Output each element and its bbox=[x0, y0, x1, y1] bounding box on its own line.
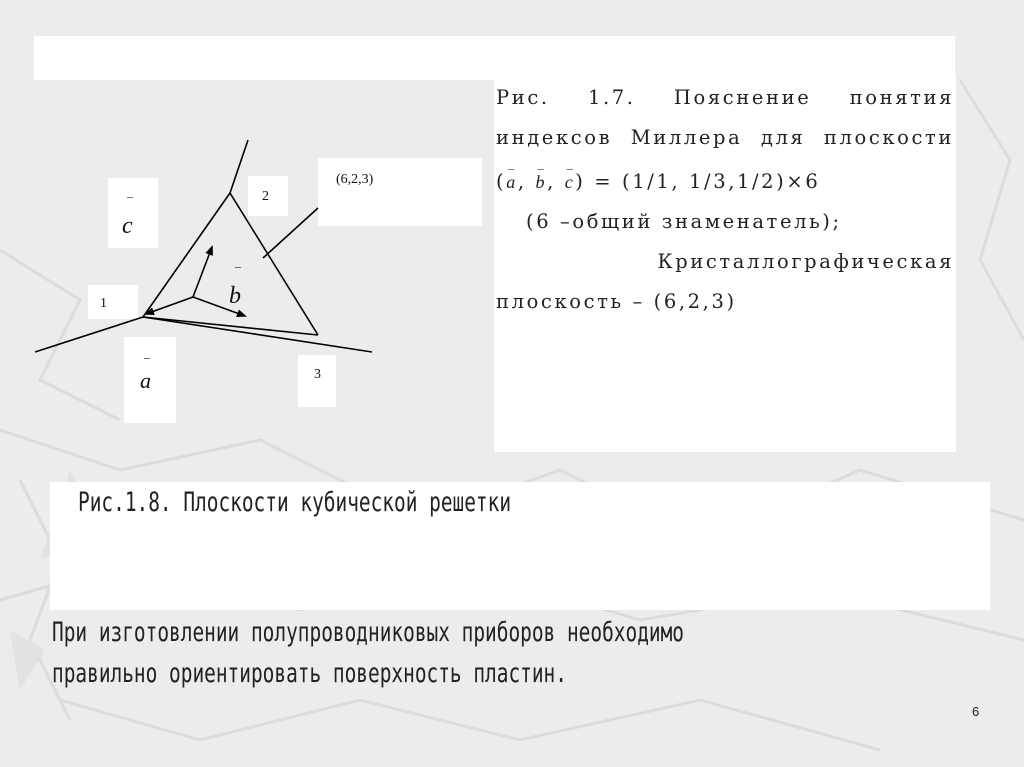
axis-c-label: c bbox=[122, 213, 133, 239]
axis-c-bar: _ bbox=[127, 185, 133, 199]
caption-line-2: индексов Миллера для плоскости bbox=[496, 126, 954, 149]
vec-b: _ b bbox=[535, 157, 548, 192]
axis-line-2 bbox=[143, 317, 372, 352]
axis-b-label: b bbox=[229, 283, 241, 309]
figure-1-8-caption: Рис.1.8. Плоскости кубической решетки bbox=[78, 487, 512, 518]
triangle-edge-bottom bbox=[143, 317, 318, 335]
axis-b-bar: _ bbox=[235, 255, 241, 269]
caption-line-4: (6 –общий знаменатель); bbox=[526, 210, 842, 233]
caption-line-3: ( _ a, _ b, _ c) = (1/1, 1/3,1/2)×6 bbox=[496, 162, 954, 202]
point-3-label: 3 bbox=[314, 367, 321, 382]
plane-leader-line bbox=[263, 208, 318, 258]
page-number: 6 bbox=[972, 704, 980, 719]
vector-a bbox=[146, 297, 193, 314]
point-1-label: 1 bbox=[100, 296, 107, 311]
vector-c bbox=[193, 247, 212, 297]
axis-a-bar: _ bbox=[144, 346, 150, 360]
paragraph-line-2: правильно ориентировать поверхность пластин. bbox=[52, 658, 567, 689]
paragraph-line-1: При изготовлении полупроводниковых приборов необходимо bbox=[52, 617, 685, 648]
axis-line-3 bbox=[230, 140, 248, 193]
triangle-edge-left bbox=[143, 193, 230, 317]
vec-a: _ a bbox=[506, 157, 518, 192]
figure-1-7-caption bbox=[496, 78, 954, 322]
caption-line-1: Рис. 1.7. Пояснение понятия bbox=[496, 86, 954, 109]
caption-line-5: Кристаллографическая bbox=[657, 250, 954, 273]
point-2-label: 2 bbox=[262, 189, 269, 204]
caption-line-6: плоскость – (6,2,3) bbox=[496, 290, 737, 313]
plane-label: (6,2,3) bbox=[336, 172, 374, 187]
axis-line-1 bbox=[35, 317, 143, 352]
axis-a-label: a bbox=[140, 368, 151, 393]
triangle-edge-right bbox=[230, 193, 318, 335]
vec-c: _ c bbox=[564, 157, 576, 192]
